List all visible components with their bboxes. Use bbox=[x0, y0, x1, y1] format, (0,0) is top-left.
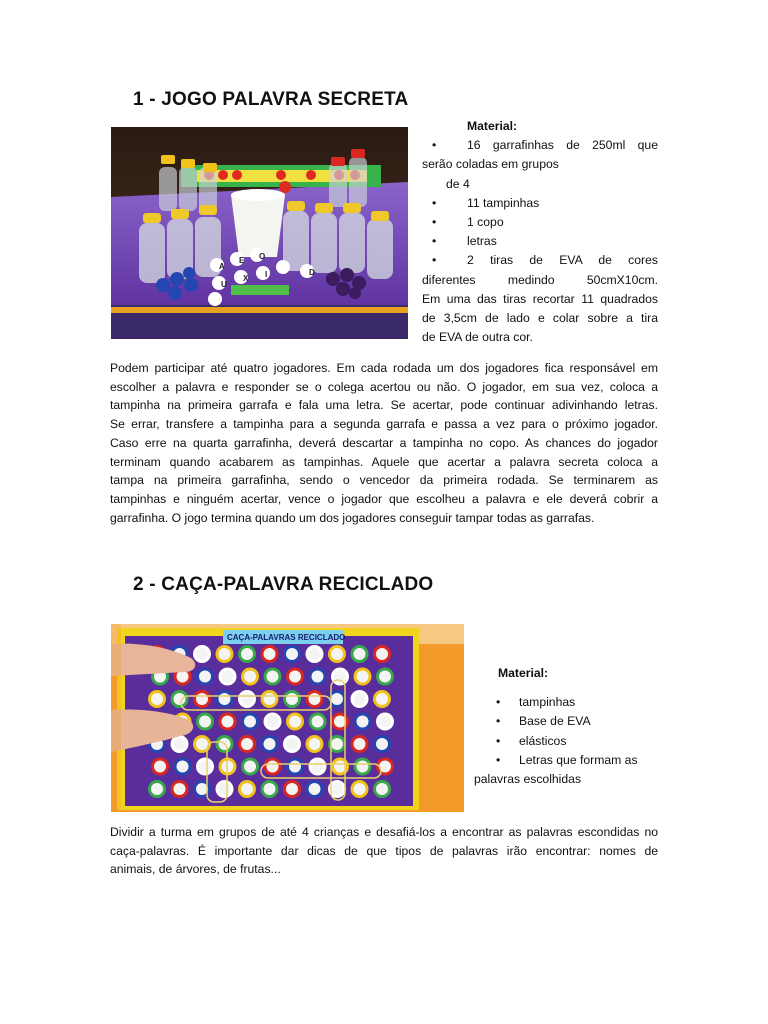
bottle-cap-label bbox=[331, 783, 343, 795]
photo-letter: A bbox=[219, 262, 225, 271]
bottle-cap-label bbox=[151, 783, 163, 795]
bottle-cap-label bbox=[376, 783, 388, 795]
bottle-cap-label bbox=[264, 648, 276, 660]
bottle-cap-label bbox=[312, 671, 324, 683]
paragraph-line: animais, de árvores, de frutas... bbox=[110, 862, 281, 877]
bottle-cap-label bbox=[289, 671, 301, 683]
bottle-cap-label bbox=[286, 738, 298, 750]
bottle-cap-label bbox=[309, 648, 321, 660]
material-label: Material: bbox=[467, 119, 518, 133]
bottle-cap-label bbox=[241, 738, 253, 750]
photo-letter: U bbox=[221, 280, 227, 289]
material-item: • 16 garrafinhas de 250ml que bbox=[422, 136, 658, 155]
photo-caca-palavra bbox=[111, 624, 464, 812]
photo-letter: O bbox=[259, 252, 266, 261]
material-text: diferentes medindo 50cmX10cm. bbox=[422, 272, 658, 287]
material-text: de 4 bbox=[446, 176, 470, 191]
material-item: • letras bbox=[422, 232, 658, 251]
photo-palavra-secreta bbox=[111, 127, 408, 339]
bottle-cap-label bbox=[177, 761, 189, 773]
material-text: de EVA de outra cor. bbox=[422, 330, 533, 345]
bottle-cap-label bbox=[354, 693, 366, 705]
bottle-cap-label bbox=[219, 783, 231, 795]
photo-letter: D bbox=[309, 268, 315, 277]
bottle-cap-label bbox=[241, 693, 253, 705]
board-title: CAÇA-PALAVRAS RECICLADO bbox=[227, 633, 346, 642]
bottle-cap-label bbox=[357, 761, 369, 773]
paragraph-line: escolher a palavra e responder se o colega acertou ou não. O jogador, em sua vez, coloca a bbox=[110, 379, 658, 394]
bottle-cap-label bbox=[312, 716, 324, 728]
bottle-cap-label bbox=[241, 648, 253, 660]
bottle-cap-label bbox=[244, 761, 256, 773]
bottle-cap-label bbox=[312, 761, 324, 773]
bullet-icon: • bbox=[432, 234, 437, 249]
bullet-icon: • bbox=[496, 714, 501, 729]
bottle-cap-label bbox=[289, 761, 301, 773]
material-item: • Base de EVA bbox=[474, 712, 664, 731]
bottle-cap-label bbox=[286, 648, 298, 660]
bottle-cap-label bbox=[196, 648, 208, 660]
material-item: • elásticos bbox=[474, 732, 664, 751]
material-text: Em uma das tiras recortar 11 quadrados bbox=[422, 291, 658, 306]
bottle-cap-label bbox=[196, 738, 208, 750]
material-list-1 bbox=[422, 117, 658, 347]
bullet-icon: • bbox=[432, 215, 437, 230]
bottle-cap-label bbox=[331, 693, 343, 705]
paragraph-line: tampa na primeira garrafinha, sendo o vencedor da primeira rodada. Se terminarem as bbox=[110, 473, 658, 488]
section1-paragraph bbox=[110, 359, 658, 527]
material-label: Material: bbox=[498, 666, 549, 680]
material-text: serão coladas em grupos bbox=[422, 157, 559, 172]
bottle-cap-label bbox=[334, 761, 346, 773]
bottle-cap-label bbox=[267, 761, 279, 773]
bottle-cap-label bbox=[219, 693, 231, 705]
bullet-icon: • bbox=[432, 138, 437, 153]
bullet-icon: • bbox=[432, 253, 437, 268]
section2-title: 2 - CAÇA-PALAVRA RECICLADO bbox=[133, 574, 434, 595]
bottle-cap-label bbox=[379, 671, 391, 683]
material-text: palavras escolhidas bbox=[474, 772, 582, 787]
bottle-cap-label bbox=[264, 783, 276, 795]
bottle-cap-label bbox=[331, 738, 343, 750]
bottle-cap-label bbox=[241, 783, 253, 795]
bottle-cap-label bbox=[154, 761, 166, 773]
bottle-cap-label bbox=[174, 693, 186, 705]
bottle-cap-label bbox=[354, 783, 366, 795]
bottle-cap-label bbox=[222, 671, 234, 683]
photo-letter: E bbox=[239, 256, 245, 265]
bottle-cap-label bbox=[354, 738, 366, 750]
paragraph-line: tampinhas e ninguém acertar, vence o jogador que escolheu a palavra e ele deverá cobrir a bbox=[110, 491, 658, 506]
paragraph-line: Caso erre na quarta garrafinha, deverá descartar a tampinha no copo. As chances do jogador bbox=[110, 435, 658, 450]
paragraph-line: Dividir a turma em grupos de até 4 crianças e desafiá-los a encontrar as palavras escondidas no bbox=[110, 825, 658, 839]
paragraph-line: Podem participar até quatro jogadores. Em cada rodada um dos jogadores fica responsável em bbox=[110, 361, 658, 375]
photo-letter: X bbox=[243, 274, 249, 283]
bullet-icon: • bbox=[496, 752, 501, 767]
bottle-cap-label bbox=[264, 693, 276, 705]
bottle-cap-label bbox=[357, 716, 369, 728]
bottle-cap-label bbox=[222, 716, 234, 728]
bottle-cap-label bbox=[244, 671, 256, 683]
bottle-cap-label bbox=[376, 648, 388, 660]
bottle-cap-label bbox=[174, 738, 186, 750]
bottle-cap-label bbox=[199, 671, 211, 683]
bottle-cap-label bbox=[196, 783, 208, 795]
paragraph-line: tampinha na primeira garrafa e fala uma letra. Se acertar, pode continuar adivinhando letras. bbox=[110, 398, 658, 413]
material-item: • tampinhas bbox=[474, 693, 664, 712]
bottle-cap-label bbox=[354, 648, 366, 660]
bottle-cap-label bbox=[267, 671, 279, 683]
material-item: • 2 tiras de EVA de cores bbox=[422, 251, 658, 270]
material-text: de 3,5cm de lado e colar sobre a tira bbox=[422, 311, 658, 326]
photo-letter: I bbox=[265, 270, 268, 279]
paragraph-line: Se errar, transfere a tampinha para a segunda garrafa e passa a vez para o próximo jogador. bbox=[110, 417, 658, 432]
bottle-cap-label bbox=[151, 693, 163, 705]
bottle-cap-label bbox=[376, 738, 388, 750]
material-item: • 11 tampinhas bbox=[422, 194, 658, 213]
caca-palavra-photo-image bbox=[111, 624, 464, 812]
bottle-cap-label bbox=[357, 671, 369, 683]
palavra-secreta-photo-image bbox=[111, 127, 408, 339]
bottle-cap-label bbox=[331, 648, 343, 660]
bottle-cap-label bbox=[286, 693, 298, 705]
material-item: • 1 copo bbox=[422, 213, 658, 232]
bottle-cap-label bbox=[289, 716, 301, 728]
bottle-cap-label bbox=[379, 716, 391, 728]
bottle-cap-label bbox=[286, 783, 298, 795]
bullet-icon: • bbox=[496, 695, 501, 710]
bottle-cap-label bbox=[309, 738, 321, 750]
bottle-cap-label bbox=[199, 716, 211, 728]
bottle-cap-label bbox=[309, 693, 321, 705]
bottle-cap-label bbox=[309, 783, 321, 795]
bullet-icon: • bbox=[432, 195, 437, 210]
bottle-cap-label bbox=[219, 648, 231, 660]
bottle-cap-label bbox=[196, 693, 208, 705]
bottle-cap-label bbox=[264, 738, 276, 750]
material-item: • Letras que formam as bbox=[474, 751, 664, 770]
paragraph-line: caça-palavras. É importante dar dicas de que tipos de palavras irão encontrar: nomes de bbox=[110, 843, 658, 858]
paragraph-line: terminam quando acabarem as tampinhas. Aquele que acertar a palavra secreta coloca a bbox=[110, 454, 658, 469]
section1-title: 1 - JOGO PALAVRA SECRETA bbox=[133, 89, 409, 110]
material-list-2 bbox=[474, 664, 664, 789]
paragraph-line: garrafinha. O jogo termina quando um dos jogadores conseguir tampar todas as garrafas. bbox=[110, 510, 595, 525]
bottle-cap-label bbox=[334, 716, 346, 728]
bottle-cap-label bbox=[199, 761, 211, 773]
bottle-cap-label bbox=[376, 693, 388, 705]
bottle-cap-label bbox=[174, 783, 186, 795]
bullet-icon: • bbox=[496, 733, 501, 748]
bottle-cap-label bbox=[244, 716, 256, 728]
section2-paragraph bbox=[110, 823, 658, 879]
bottle-cap-label bbox=[267, 716, 279, 728]
